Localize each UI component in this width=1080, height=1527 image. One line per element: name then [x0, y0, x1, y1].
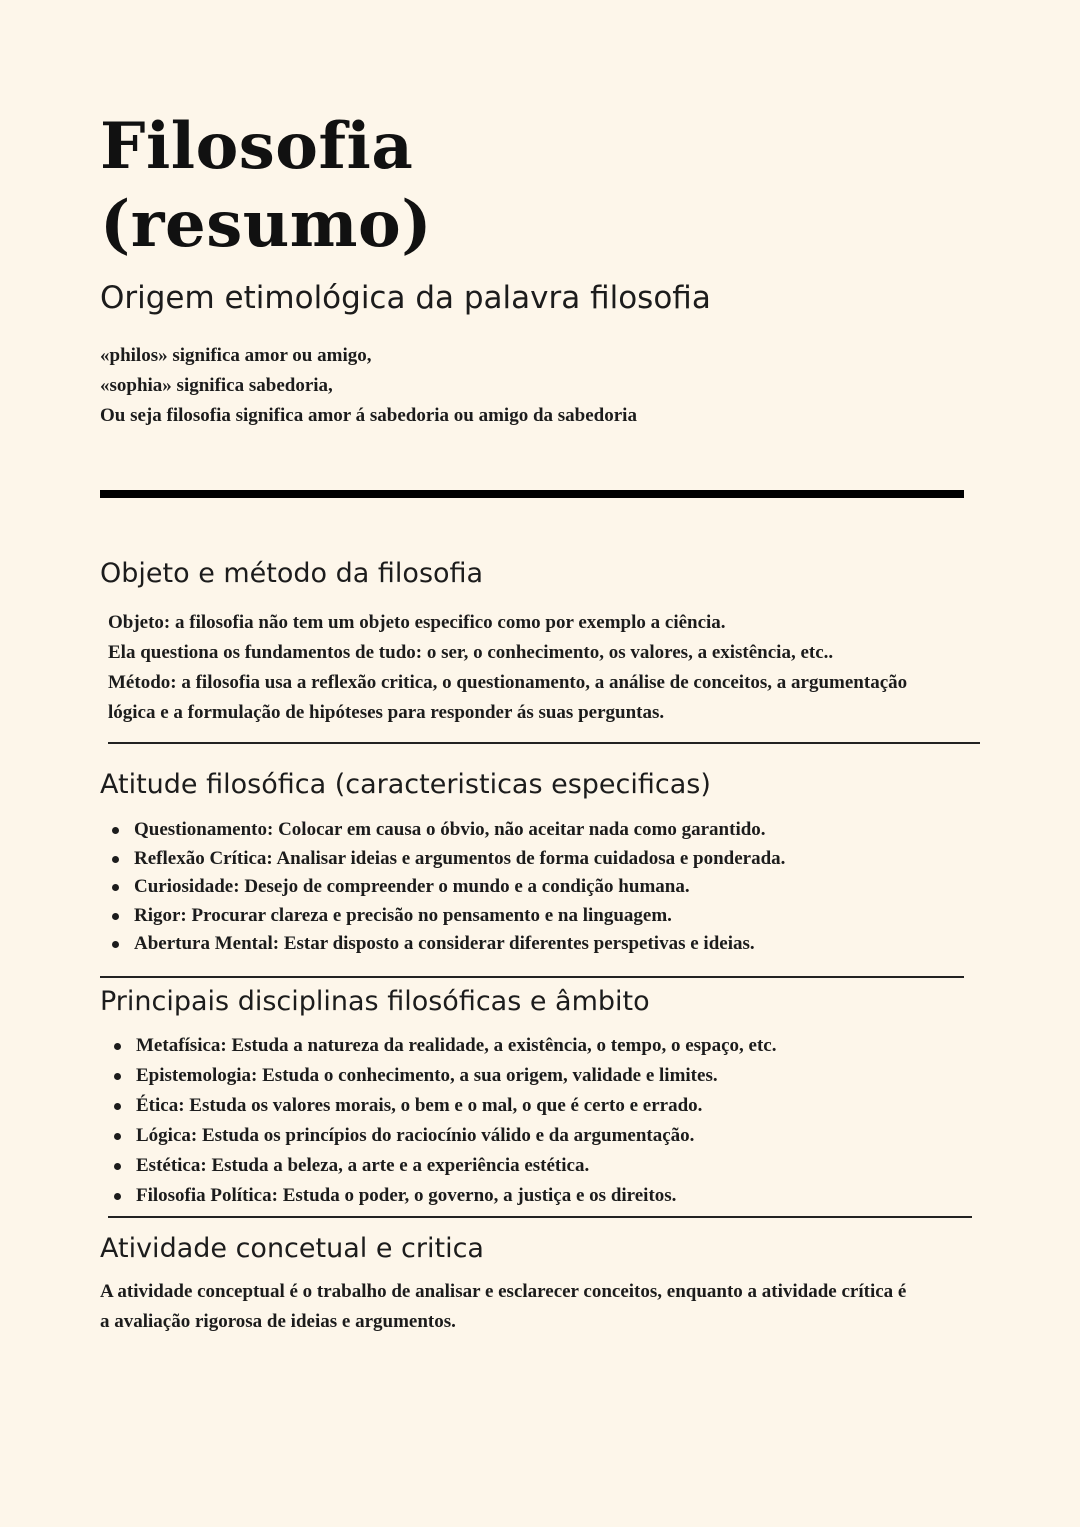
- section-divider: [108, 1216, 972, 1218]
- origin-text: [100, 341, 637, 431]
- title-line-1: Filosofia: [100, 109, 414, 184]
- disciplines-list: [110, 1031, 776, 1211]
- object-method-text: [108, 608, 907, 728]
- title-line-2: (resumo): [100, 187, 432, 262]
- list-item: Filosofia Política: Estuda o poder, o governo, a justiça e os direitos.: [110, 1181, 776, 1211]
- list-item: Epistemologia: Estuda o conhecimento, a sua origem, validade e limites.: [110, 1061, 776, 1091]
- attitude-list: [108, 816, 785, 959]
- page-title: [100, 108, 432, 264]
- attitude-heading: Atitude filosófica (caracteristicas especificas): [100, 769, 711, 800]
- section-divider: [100, 976, 964, 978]
- list-item: Estética: Estuda a beleza, a arte e a experiência estética.: [110, 1151, 776, 1181]
- section-divider: [108, 742, 980, 744]
- conceptual-heading: Atividade concetual e critica: [100, 1233, 484, 1264]
- origin-line: «sophia» significa sabedoria,: [100, 375, 333, 396]
- origin-heading: Origem etimológica da palavra filosofia: [100, 280, 711, 316]
- conceptual-text: [100, 1277, 906, 1337]
- conceptual-line: a avaliação rigorosa de ideias e argumentos.: [100, 1311, 456, 1332]
- list-item: Reflexão Crítica: Analisar ideias e argumentos de forma cuidadosa e ponderada.: [108, 845, 785, 874]
- object-method-line: Objeto: a filosofia não tem um objeto especifico como por exemplo a ciência.: [108, 612, 726, 633]
- object-method-line: Método: a filosofia usa a reflexão critica, o questionamento, a análise de conceitos, a argumentação: [108, 672, 908, 693]
- object-method-line: lógica e a formulação de hipóteses para responder ás suas perguntas.: [108, 702, 665, 723]
- conceptual-line: A atividade conceptual é o trabalho de analisar e esclarecer conceitos, enquanto a atividade crítica é: [100, 1281, 907, 1302]
- origin-line: Ou seja filosofia significa amor á sabedoria ou amigo da sabedoria: [100, 405, 637, 426]
- list-item: Lógica: Estuda os princípios do raciocínio válido e da argumentação.: [110, 1121, 776, 1151]
- thick-divider: [100, 490, 964, 498]
- list-item: Ética: Estuda os valores morais, o bem e o mal, o que é certo e errado.: [110, 1091, 776, 1121]
- list-item: Questionamento: Colocar em causa o óbvio, não aceitar nada como garantido.: [108, 816, 785, 845]
- disciplines-heading: Principais disciplinas filosóficas e âmbito: [100, 986, 650, 1017]
- list-item: Rigor: Procurar clareza e precisão no pensamento e na linguagem.: [108, 902, 785, 931]
- list-item: Metafísica: Estuda a natureza da realidade, a existência, o tempo, o espaço, etc.: [110, 1031, 776, 1061]
- list-item: Abertura Mental: Estar disposto a considerar diferentes perspetivas e ideias.: [108, 930, 785, 959]
- list-item: Curiosidade: Desejo de compreender o mundo e a condição humana.: [108, 873, 785, 902]
- object-method-line: Ela questiona os fundamentos de tudo: o ser, o conhecimento, os valores, a existência, etc..: [108, 642, 834, 663]
- object-method-heading: Objeto e método da filosofia: [100, 558, 484, 589]
- origin-line: «philos» significa amor ou amigo,: [100, 345, 372, 366]
